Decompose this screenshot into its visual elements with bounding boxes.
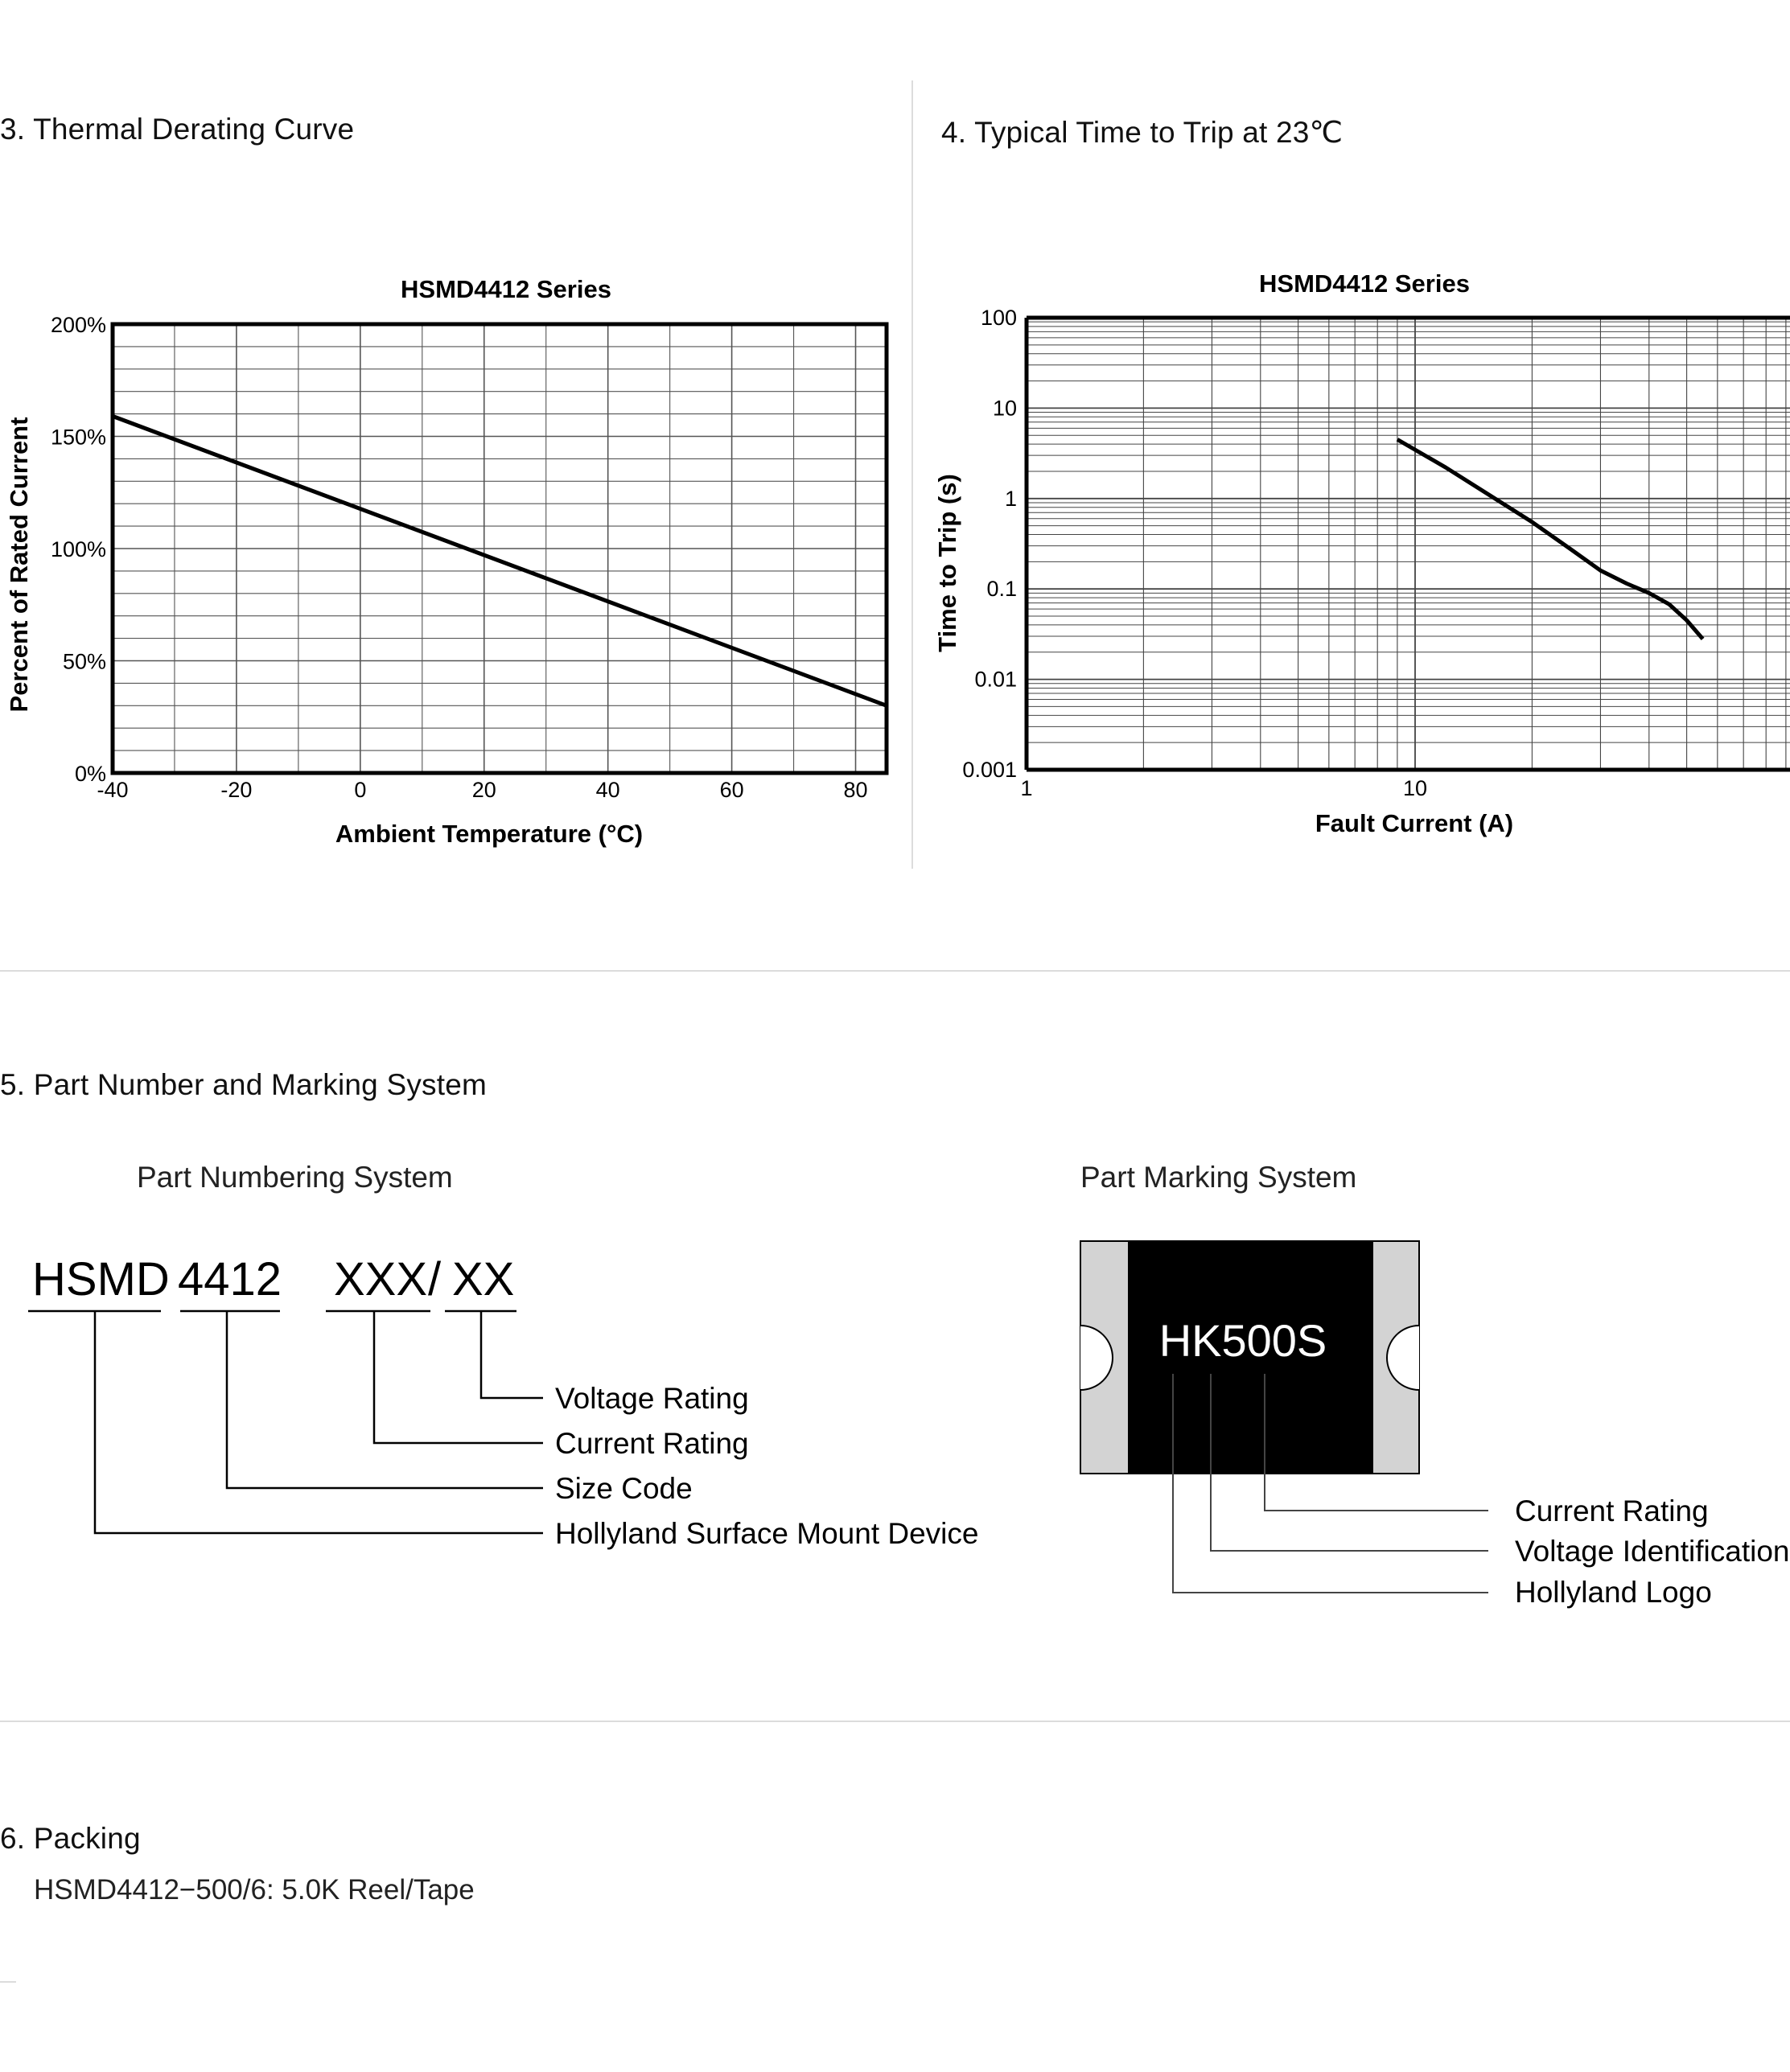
thermal-y-axis-label: Percent of Rated Current xyxy=(5,417,33,713)
trip-y-tick-label: 1 xyxy=(1004,486,1017,511)
thermal-grid xyxy=(113,324,887,773)
time-to-trip-chart xyxy=(925,257,1790,853)
section-divider-2 xyxy=(0,1720,1790,1722)
part-numbering-title: Part Numbering System xyxy=(137,1161,453,1194)
trip-y-axis-label: Time to Trip (s) xyxy=(933,474,961,652)
thermal-x-tick-label: 0 xyxy=(354,778,367,802)
trip-y-tick-label: 0.001 xyxy=(962,758,1017,782)
code-part-current: XXX xyxy=(334,1253,428,1305)
thermal-x-tick-label: 20 xyxy=(471,778,496,802)
trip-y-tick-label: 100 xyxy=(980,306,1017,330)
part-section-title: 5. Part Number and Marking System xyxy=(0,1068,487,1101)
trip-y-tick-label: 10 xyxy=(992,396,1017,421)
marking-label-voltage: Voltage Identification xyxy=(1515,1535,1790,1568)
trip-grid xyxy=(1027,318,1790,770)
part-marking-title: Part Marking System xyxy=(1080,1161,1357,1194)
trip-y-ticks xyxy=(962,306,1017,782)
trip-x-tick-label: 1 xyxy=(1020,776,1033,800)
marking-label-current: Current Rating xyxy=(1515,1494,1709,1527)
packing-detail: HSMD4412−500/6: 5.0K Reel/Tape xyxy=(34,1874,475,1906)
thermal-y-tick-label: 200% xyxy=(50,313,106,337)
thermal-x-axis-label: Ambient Temperature (°C) xyxy=(335,820,644,848)
trip-x-axis-label: Fault Current (A) xyxy=(1315,809,1514,837)
marking-label-logo: Hollyland Logo xyxy=(1515,1576,1712,1609)
thermal-y-tick-label: 100% xyxy=(50,537,106,561)
code-part-size: 4412 xyxy=(178,1253,282,1305)
thermal-series-line xyxy=(113,416,887,705)
column-divider xyxy=(911,80,913,869)
trip-x-ticks xyxy=(1020,776,1790,800)
trip-chart-title: HSMD4412 Series xyxy=(1259,269,1470,298)
thermal-y-tick-label: 50% xyxy=(62,649,106,674)
part-numbering-diagram xyxy=(0,1231,1006,1568)
thermal-chart-title: HSMD4412 Series xyxy=(401,275,611,303)
footer-divider xyxy=(0,1981,16,1983)
part-marking-diagram xyxy=(1070,1231,1790,1617)
label-voltage-rating: Voltage Rating xyxy=(555,1382,749,1415)
label-current-rating: Current Rating xyxy=(555,1427,749,1460)
label-size-code: Size Code xyxy=(555,1472,693,1505)
packing-section-title: 6. Packing xyxy=(0,1822,141,1855)
trip-y-tick-label: 0.01 xyxy=(974,667,1017,692)
trip-y-tick-label: 0.1 xyxy=(986,577,1017,602)
section-divider-1 xyxy=(0,970,1790,972)
trip-x-tick-label: 10 xyxy=(1402,776,1428,800)
code-part-series: HSMD xyxy=(32,1253,170,1305)
code-part-voltage: XX xyxy=(452,1253,515,1305)
thermal-x-tick-label: -40 xyxy=(97,778,129,802)
thermal-derating-chart xyxy=(0,265,901,861)
marking-code: HK500S xyxy=(1158,1315,1327,1366)
thermal-x-tick-label: 60 xyxy=(719,778,744,802)
code-part-slash: / xyxy=(428,1253,442,1305)
thermal-y-ticks xyxy=(51,313,106,786)
thermal-x-tick-label: -20 xyxy=(220,778,253,802)
thermal-x-tick-label: 40 xyxy=(595,778,620,802)
thermal-x-tick-label: 80 xyxy=(843,778,868,802)
thermal-section-title: 3. Thermal Derating Curve xyxy=(0,113,355,146)
label-device-type: Hollyland Surface Mount Device xyxy=(555,1517,979,1550)
trip-section-title: 4. Typical Time to Trip at 23℃ xyxy=(941,116,1344,149)
numbering-leader-lines xyxy=(28,1311,543,1533)
thermal-y-tick-label: 150% xyxy=(50,425,106,450)
thermal-x-ticks xyxy=(97,778,867,802)
thermal-y-tick-label: 0% xyxy=(74,762,106,786)
